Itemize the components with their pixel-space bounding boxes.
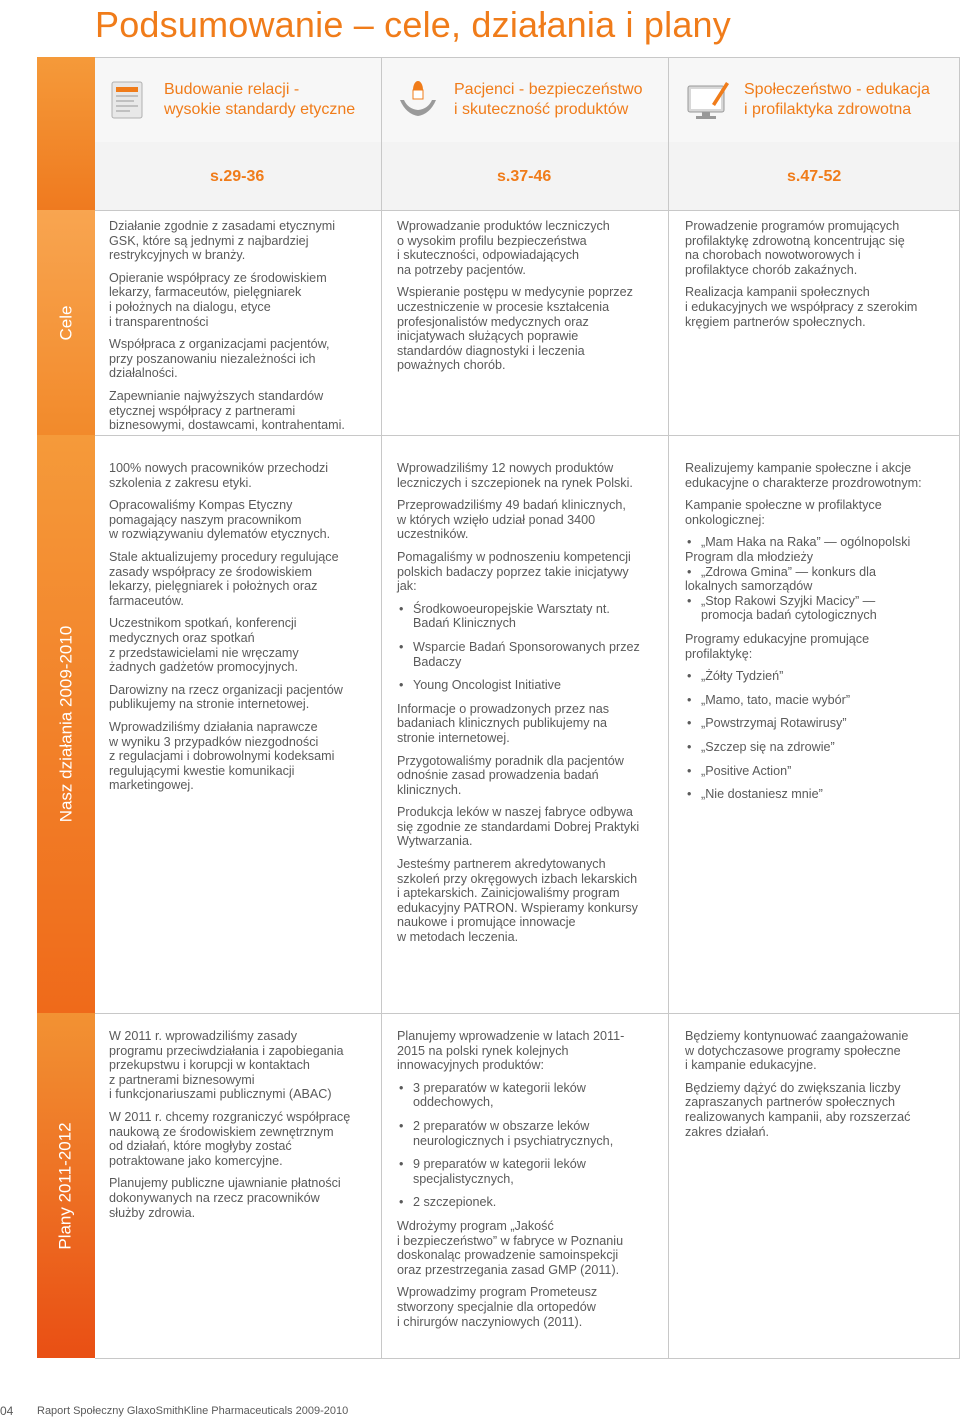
list-item: • 2 preparatów w obszarze leków neurologicznych i psychiatrycznych, — [397, 1119, 665, 1148]
paragraph: Będziemy kontynuować zaangażowanie w dotychczasowe programy społeczne i kampanie edukacyjne. — [685, 1029, 909, 1073]
row-label-cele-wrap — [37, 210, 95, 435]
list-item: • Young Oncologist Initiative — [397, 678, 665, 693]
nasz-col3-programs — [685, 669, 957, 802]
row-label-nasz: Nasz działania 2009-2010 — [56, 625, 75, 823]
paragraph: Wprowadziliśmy 12 nowych produktów leczniczych i szczepionek na rynek Polski. — [397, 461, 633, 490]
paragraph: W 2011 r. wprowadziliśmy zasady programu przeciwdziałania i zapobiegania przekupstwu i korupcji w kontaktach z partnerami biznesowymi i funkcjonariuszami publicznymi (ABAC) — [109, 1029, 344, 1102]
paragraph: Będziemy dążyć do zwiększania liczby zapraszanych partnerów społecznych realizowanych kampanii, aby rozszerzać zakres działań. — [685, 1080, 911, 1139]
page-ref-3: s.47-52 — [787, 168, 842, 185]
paragraph: Pomagaliśmy w podnoszeniu kompetencji polskich badaczy poprzez takie inicjatywy jak: — [397, 549, 631, 594]
paragraph: Opracowaliśmy Kompas Etyczny pomagający naszym pracownikom w rozwiązywaniu dylematów etycznych. — [109, 498, 331, 542]
nasz-col1 — [109, 461, 377, 801]
paragraph: Kampanie społeczne w profilaktyce onkologicznej: — [685, 498, 882, 527]
paragraph: Produkcja leków w naszej fabryce odbywa się zgodnie ze standardami Dobrej Praktyki Wytwarzania. — [397, 805, 640, 849]
list-item: • „Powstrzymaj Rotawirusy” — [685, 716, 957, 731]
nasz-col2-intro — [397, 461, 665, 594]
nasz-col3-campaigns — [685, 535, 957, 623]
document-icon — [106, 78, 150, 122]
list-item: • 9 preparatów w kategorii leków specjalistycznych, — [397, 1157, 665, 1186]
row-label-nasz-wrap — [37, 435, 95, 1013]
paragraph: Współpraca z organizacjami pacjentów, przy poszanowaniu niezależności ich działalności. — [109, 337, 330, 381]
header-pacjenci-text: Pacjenci - bezpieczeństwo i skuteczność produktów — [454, 80, 643, 118]
nasz-col2-rest — [397, 702, 665, 945]
header-relacje-text: Budowanie relacji - wysokie standardy etyczne — [164, 80, 356, 118]
list-item: • Wsparcie Badań Sponsorowanych przez Badaczy — [397, 640, 665, 669]
nasz-col2 — [397, 461, 665, 953]
plany-col2-rest — [397, 1219, 665, 1329]
paragraph: Realizujemy kampanie społeczne i akcje edukacyjne o charakterze prozdrowotnym: — [685, 461, 922, 490]
paragraph: Programy edukacyjne promujące profilaktykę: — [685, 631, 870, 661]
nasz-col3 — [685, 461, 957, 811]
paragraph: Planujemy publiczne ujawnianie płatności dokonywanych na rzecz pracowników służby zdrowia. — [109, 1176, 341, 1220]
plany-col2 — [397, 1029, 665, 1337]
paragraph: Informacje o prowadzonych przez nas badaniach klinicznych publikujemy na stronie internetowej. — [397, 701, 610, 745]
grid-line — [381, 57, 382, 1358]
footer-page-number: 04 — [0, 1404, 14, 1418]
paragraph: Wprowadzanie produktów leczniczych o wysokim profilu bezpieczeństwa i skuteczności, odpowiadających na potrzeby pacjentów. — [397, 219, 610, 277]
grid-line — [95, 210, 960, 211]
header-pacjenci — [396, 57, 666, 142]
list-item: • „Positive Action” — [685, 764, 957, 779]
footer-text: Raport Społeczny GlaxoSmithKline Pharmaceuticals 2009-2010 — [37, 1405, 349, 1417]
paragraph: Darowizny na rzecz organizacji pacjentów publikujemy na stronie internetowej. — [109, 682, 343, 712]
header-spoleczenstwo — [686, 57, 956, 142]
row-label-plany-wrap — [37, 1013, 95, 1358]
list-item: • „Mamo, tato, macie wybór” — [685, 693, 957, 708]
paragraph: Planujemy wprowadzenie w latach 2011- 2015 na polski rynek kolejnych innowacyjnych produktów: — [397, 1029, 625, 1073]
list-item: • 3 preparatów w kategorii leków oddechowych, — [397, 1081, 665, 1110]
page-ref-1: s.29-36 — [210, 168, 265, 185]
page-ref-2: s.37-46 — [497, 168, 552, 185]
paragraph: Zapewnianie najwyższych standardów etycznej współpracy z partnerami biznesowymi, dostawcami, kontrahentami. — [109, 388, 345, 433]
paragraph: Uczestnikom spotkań, konferencji medycznych oraz spotkań z przedstawicielami nie wręczamy żadnych gadżetów promocyjnych. — [109, 616, 299, 675]
list-item: promocja badań cytologicznych — [701, 608, 877, 623]
paragraph: W 2011 r. chcemy rozgraniczyć współpracę naukową ze środowiskiem zewnętrznym od działań, które mogłyby zostać potraktowane jako komercyjne. — [109, 1109, 351, 1168]
nasz-col3-programs-intro — [685, 632, 957, 661]
header-relacje — [106, 57, 376, 142]
list-item: • „Szczep się na zdrowie” — [685, 740, 957, 755]
paragraph: 100% nowych pracowników przechodzi szkolenia z zakresu etyki. — [109, 461, 329, 490]
paragraph: Przeprowadziliśmy 49 badań klinicznych, w których wzięło udział ponad 3400 uczestników. — [397, 498, 626, 542]
paragraph: Wspieranie postępu w medycynie poprzez uczestniczenie w procesie kształcenia profesjonalistów medycznych oraz inicjatywach służących poprawie standardów diagnostyki i leczenia poważnych chorób. — [397, 285, 633, 373]
list-item: • „Zdrowa Gmina” — konkurs dla — [685, 565, 957, 580]
row-label-plany: Plany 2011-2012 — [56, 1121, 76, 1250]
header-side-bar — [37, 57, 95, 210]
grid-line — [95, 1013, 960, 1014]
paragraph: Wprowadzimy program Prometeusz stworzony specjalnie dla ortopedów i chirurgów naczyniowych (2011). — [397, 1285, 598, 1329]
paragraph: Działanie zgodnie z zasadami etycznymi GSK, które są jednymi z najbardziej restrykcyjnych w branży. — [109, 219, 336, 263]
paragraph: Wdrożymy program „Jakość i bezpieczeństwo” w fabryce w Poznaniu doskonaląc prowadzenie samoinspekcji oraz przestrzegania zasad GMP (2011). — [397, 1218, 624, 1277]
cele-col1 — [109, 219, 377, 441]
plany-col2-intro — [397, 1029, 665, 1073]
page-title: Podsumowanie – cele, działania i plany — [95, 4, 731, 45]
paragraph: Wprowadziliśmy działania naprawcze w wyniku 3 przypadków niezgodności z regulacjami i dobrowolnymi kodeksami regulującymi kwestie komunikacji marketingowej. — [109, 719, 335, 793]
plany-col1 — [109, 1029, 377, 1228]
header-spoleczenstwo-text: Społeczeństwo - edukacja i profilaktyka zdrowotna — [744, 80, 930, 118]
paragraph: Prowadzenie programów promujących profilaktykę zdrowotną koncentrując się na chorobach nowotworowych i profilaktyce chorób zakaźnych. — [685, 219, 905, 277]
hands-pill-icon — [396, 78, 440, 122]
paragraph: Realizacja kampanii społecznych i edukacyjnych we współpracy z szerokim kręgiem partnerów społecznych. — [685, 285, 918, 329]
grid-line — [668, 57, 669, 1358]
nasz-col2-bullets — [397, 602, 665, 693]
monitor-pencil-icon — [686, 78, 730, 122]
list-item: lokalnych samorządów — [685, 579, 813, 594]
cele-col3 — [685, 219, 957, 337]
paragraph: Stale aktualizujemy procedury regulujące zasady współpracy ze środowiskiem lekarzy, pielęgniarek i położnych oraz farmaceutów. — [109, 549, 339, 608]
plany-col2-bullets — [397, 1081, 665, 1210]
list-item: • 2 szczepionek. — [397, 1195, 665, 1210]
grid-line — [95, 1358, 960, 1359]
list-item: • „Stop Rakowi Szyjki Macicy” — — [685, 594, 957, 609]
row-label-cele: Cele — [56, 305, 75, 340]
nasz-col3-intro — [685, 461, 957, 527]
paragraph: Jesteśmy partnerem akredytowanych szkoleń przy okręgowych izbach lekarskich i aptekarskich. Zainicjowaliśmy program edukacyjny PATRON. Wspieramy konkursy naukowe i promujące innowacje w metodach leczenia. — [397, 857, 638, 945]
list-item: • „Mam Haka na Raka” — ogólnopolski — [685, 535, 957, 550]
paragraph: Opieranie współpracy ze środowiskiem lekarzy, farmaceutów, pielęgniarek i położnych na dialogu, etyce i transparentności — [109, 270, 327, 329]
list-item: • Środkowoeuropejskie Warsztaty nt. Badań Klinicznych — [397, 602, 665, 631]
plany-col3 — [685, 1029, 957, 1147]
cele-col2 — [397, 219, 665, 381]
paragraph: Przygotowaliśmy poradnik dla pacjentów odnośnie zasad prowadzenia badań klinicznych. — [397, 753, 624, 797]
list-item: Program dla młodzieży — [685, 549, 814, 564]
list-item: • „Żółty Tydzień” — [685, 669, 957, 684]
list-item: • „Nie dostaniesz mnie” — [685, 787, 957, 802]
